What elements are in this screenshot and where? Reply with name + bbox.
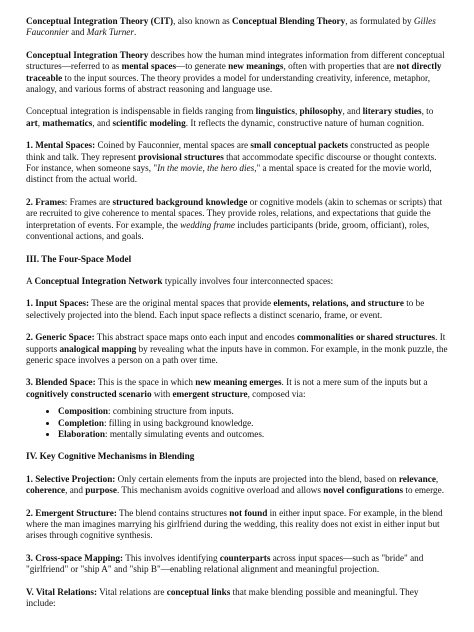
key-term: not found — [229, 507, 268, 518]
body-text: includes participants (bride, groom, officiant), roles, conventional actions, and goals. — [26, 219, 430, 242]
body-text: , and — [92, 117, 113, 128]
body-text: describes how the human mind integrates information from different conceptual structures—referred to as — [26, 49, 445, 72]
blend-operations-list — [26, 406, 448, 440]
body-text: typically involves four interconnected spaces: — [162, 275, 334, 286]
intro-text: , also known as — [173, 16, 233, 26]
key-term: elements, relations, and structure — [273, 298, 404, 309]
key-term: commonalities or shared structures — [297, 332, 436, 343]
body-text: This abstract space maps onto each input and encodes — [94, 332, 298, 343]
item-label: 1. Selective Projection: — [26, 473, 116, 484]
body-text: A — [26, 275, 35, 286]
intro-text: , as formulated by — [345, 16, 414, 26]
selective-projection-paragraph — [26, 474, 448, 497]
key-term: Elaboration — [58, 428, 105, 439]
body-text: , — [294, 106, 300, 117]
body-text: to be selectively projected into the blend. Each input space reflects a distinct scenario, frame, or event. — [26, 298, 425, 320]
emphasis-term: wedding frame — [180, 219, 235, 230]
example-quote: In the movie, the hero dies, — [157, 163, 257, 174]
key-term: small conceptual packets — [250, 140, 348, 151]
item-label: 3. Blended Space: — [26, 377, 96, 388]
body-text: , and — [65, 485, 86, 496]
key-term: mental spaces — [121, 61, 177, 72]
key-term: Conceptual Integration Theory — [26, 49, 149, 60]
item-label: 2. Frames — [26, 196, 65, 207]
definition-paragraph — [26, 50, 448, 96]
body-text: : combining structure from inputs. — [108, 406, 234, 417]
body-text: to emerge. — [403, 485, 444, 496]
key-term: art — [26, 117, 38, 128]
list-item — [58, 429, 448, 440]
body-text: Only certain elements from the inputs are projected into the blend, based on — [115, 473, 399, 484]
body-text: . It is not a mere sum of the inputs but a — [281, 377, 428, 388]
key-term: relevance — [398, 473, 436, 484]
item-label: 2. Generic Space: — [26, 332, 95, 343]
item-label: 3. Cross-space Mapping: — [26, 552, 124, 563]
body-text: to the input sources. The theory provides a model for understanding creativity, inference, metaphor, analogy, and various forms of abstract reasoning and language use. — [26, 72, 431, 95]
key-term: Composition — [58, 406, 109, 417]
item-label: 2. Emergent Structure: — [26, 507, 117, 518]
emergent-structure-paragraph — [26, 508, 448, 542]
key-term: cognitively constructed scenario — [26, 388, 152, 399]
body-text: This is the space in which — [95, 377, 196, 388]
key-term: emergent structure — [172, 388, 248, 399]
cross-space-mapping-paragraph — [26, 553, 448, 576]
section-heading-cognitive-mechanisms: IV. Key Cognitive Mechanisms in Blending — [26, 451, 195, 462]
frames-paragraph — [26, 197, 448, 243]
item-label: 1. Input Spaces: — [26, 298, 90, 309]
body-text: that make blending possible and meaningful. They include: — [26, 586, 419, 609]
mental-spaces-paragraph — [26, 140, 448, 186]
list-item — [58, 418, 448, 429]
body-text: in either input space. For example, in the blend where the man imagines marrying his girlfriend during the wedding, this reality does not exist in either input but arises through cognitive synthesis. — [26, 507, 443, 541]
body-text: , to — [421, 106, 434, 117]
key-term: counterparts — [219, 552, 271, 563]
theory-alias: Conceptual Blending Theory — [232, 16, 346, 26]
author-name: Gilles Fauconnier — [26, 16, 436, 38]
blended-space-paragraph — [26, 377, 448, 400]
body-text: : Frames are — [64, 196, 113, 207]
body-text: . It supports — [26, 332, 446, 354]
author-name: Mark Turner — [86, 27, 134, 38]
key-term: scientific modeling — [112, 117, 186, 128]
theory-name: Conceptual Integration Theory (CIT) — [26, 16, 174, 26]
body-text: " a mental space is created for the movie world, distinct from the actual world. — [26, 163, 432, 185]
intro-text: . — [133, 27, 137, 38]
body-text: : mentally simulating events and outcomes. — [104, 428, 265, 439]
item-label: 1. Mental Spaces: — [26, 140, 96, 151]
section-heading-four-space-model: III. The Four-Space Model — [26, 253, 132, 264]
key-term: not directly traceable — [26, 61, 442, 83]
body-text: , and — [342, 106, 363, 117]
body-text: constructed as people think and talk. They represent — [26, 140, 430, 162]
body-text: with — [151, 388, 173, 399]
key-term: literary studies — [362, 106, 422, 117]
key-term: mathematics — [42, 117, 93, 128]
vital-relations-paragraph — [26, 587, 448, 610]
fields-paragraph — [26, 106, 448, 129]
body-text: or cognitive models (akin to schemas or scripts) that are recruited to give coherence to mental spaces. They provide roles, relations, and expectations that guide the interpretation of events. For example, the — [26, 196, 443, 230]
body-text: , often with properties that are — [283, 61, 397, 72]
body-text: that accommodate specific discourse or thought contexts. For instance, when someone says, " — [26, 151, 437, 174]
body-text: . This mechanism avoids cognitive overload and allows — [116, 485, 324, 496]
body-text: Conceptual integration is indispensable in fields ranging from — [26, 106, 256, 117]
body-text: , — [435, 473, 439, 484]
key-term: Completion — [58, 417, 104, 428]
item-label: V. Vital Relations: — [26, 586, 98, 597]
key-term: linguistics — [255, 106, 295, 117]
key-term: purpose — [85, 485, 117, 496]
body-text: —to generate — [176, 61, 229, 72]
intro-paragraph — [26, 16, 448, 39]
body-text: : filling in using background knowledge. — [103, 417, 254, 428]
body-text: The blend contains structures — [116, 507, 230, 518]
input-spaces-paragraph — [26, 298, 448, 321]
list-item — [58, 406, 448, 417]
body-text: across input spaces—such as "bride" and "girlfriend" or "ship A" and "ship B"—enabling relational alignment and meaningful projection. — [26, 552, 424, 575]
body-text: . It reflects the dynamic, constructive nature of human cognition. — [185, 117, 425, 128]
key-term: new meanings — [228, 61, 284, 72]
key-term: new meaning emerges — [195, 377, 282, 388]
key-term: provisional structures — [138, 151, 224, 162]
key-term: coherence — [26, 485, 66, 496]
key-term: conceptual links — [166, 586, 231, 597]
key-term: novel configurations — [323, 485, 404, 496]
key-term: structured background knowledge — [112, 196, 248, 207]
body-text: Vital relations are — [97, 586, 167, 597]
body-text: by revealing what the inputs have in common. For example, in the monk puzzle, the generic space involves a person on a path over time. — [26, 343, 448, 365]
intro-text: and — [68, 27, 87, 38]
key-term: Conceptual Integration Network — [34, 275, 163, 286]
key-term: analogical mapping — [59, 343, 137, 354]
generic-space-paragraph — [26, 332, 448, 366]
body-text: These are the original mental spaces that provide — [89, 298, 274, 309]
network-intro-paragraph — [26, 276, 448, 287]
body-text: This involves identifying — [123, 552, 220, 563]
body-text: , composed via: — [247, 388, 306, 399]
body-text: Coined by Fauconnier, mental spaces are — [95, 140, 251, 151]
key-term: philosophy — [299, 106, 343, 117]
body-text: , — [37, 117, 43, 128]
